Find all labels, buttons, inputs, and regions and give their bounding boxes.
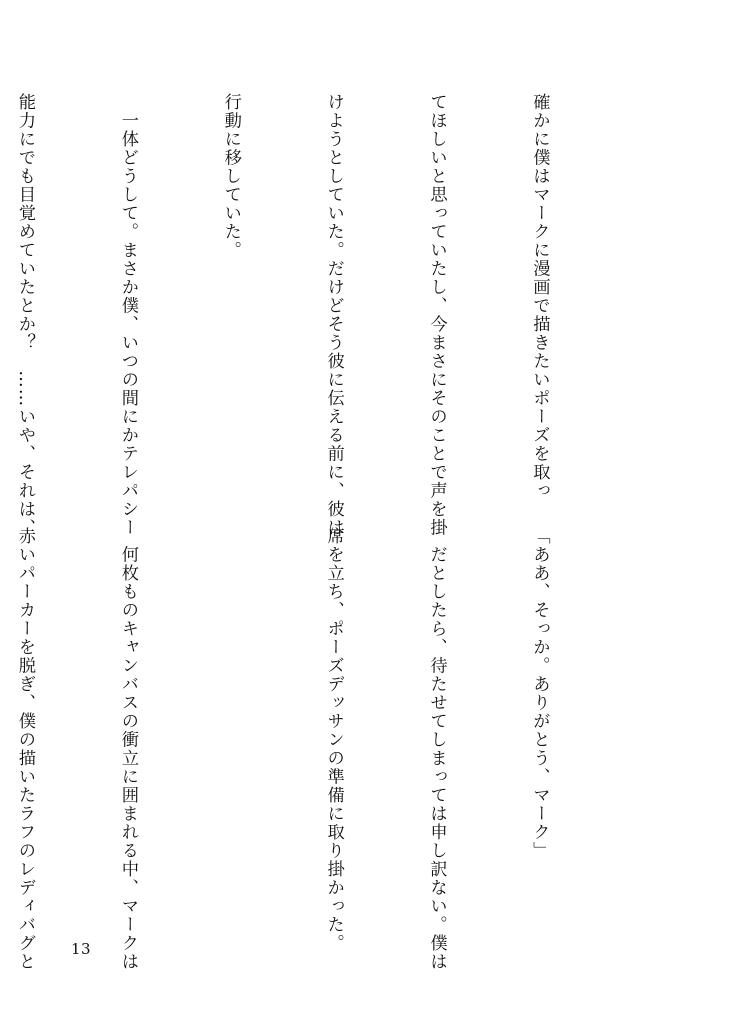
text-line: けようとしていた。だけどそう彼に伝える前に、彼は: [323, 93, 344, 537]
text-line: 確かに僕はマークに漫画で描きたいポーズを取っ: [529, 93, 550, 500]
text-line: 一体どうして。まさか僕、いつの間にかテレパシー: [117, 93, 138, 537]
text-line: 行動に移していた。: [220, 93, 241, 260]
text-line: 席を立ち、ポーズデッサンの準備に取り掛かった。: [323, 527, 344, 953]
text-line: 何枚ものキャンバスの衝立に囲まれる中、マークは: [117, 527, 138, 971]
text-line: 赤いパーカーを脱ぎ、僕の描いたラフのレディバグと: [14, 527, 35, 971]
blank-line: [213, 527, 247, 947]
text-line: 「ああ、そっか。ありがとう、マーク」: [529, 527, 550, 860]
text-block-top: [0, 93, 625, 537]
text-line: 能力にでも目覚めていたとか？ ……いや、それは、: [14, 93, 35, 537]
text-line: だとしたら、待たせてしまっては申し訳ない。僕は: [426, 527, 447, 971]
text-line: てほしいと思っていたし、今まさにそのことで声を掛: [426, 93, 447, 537]
page-number: 13: [71, 940, 92, 958]
